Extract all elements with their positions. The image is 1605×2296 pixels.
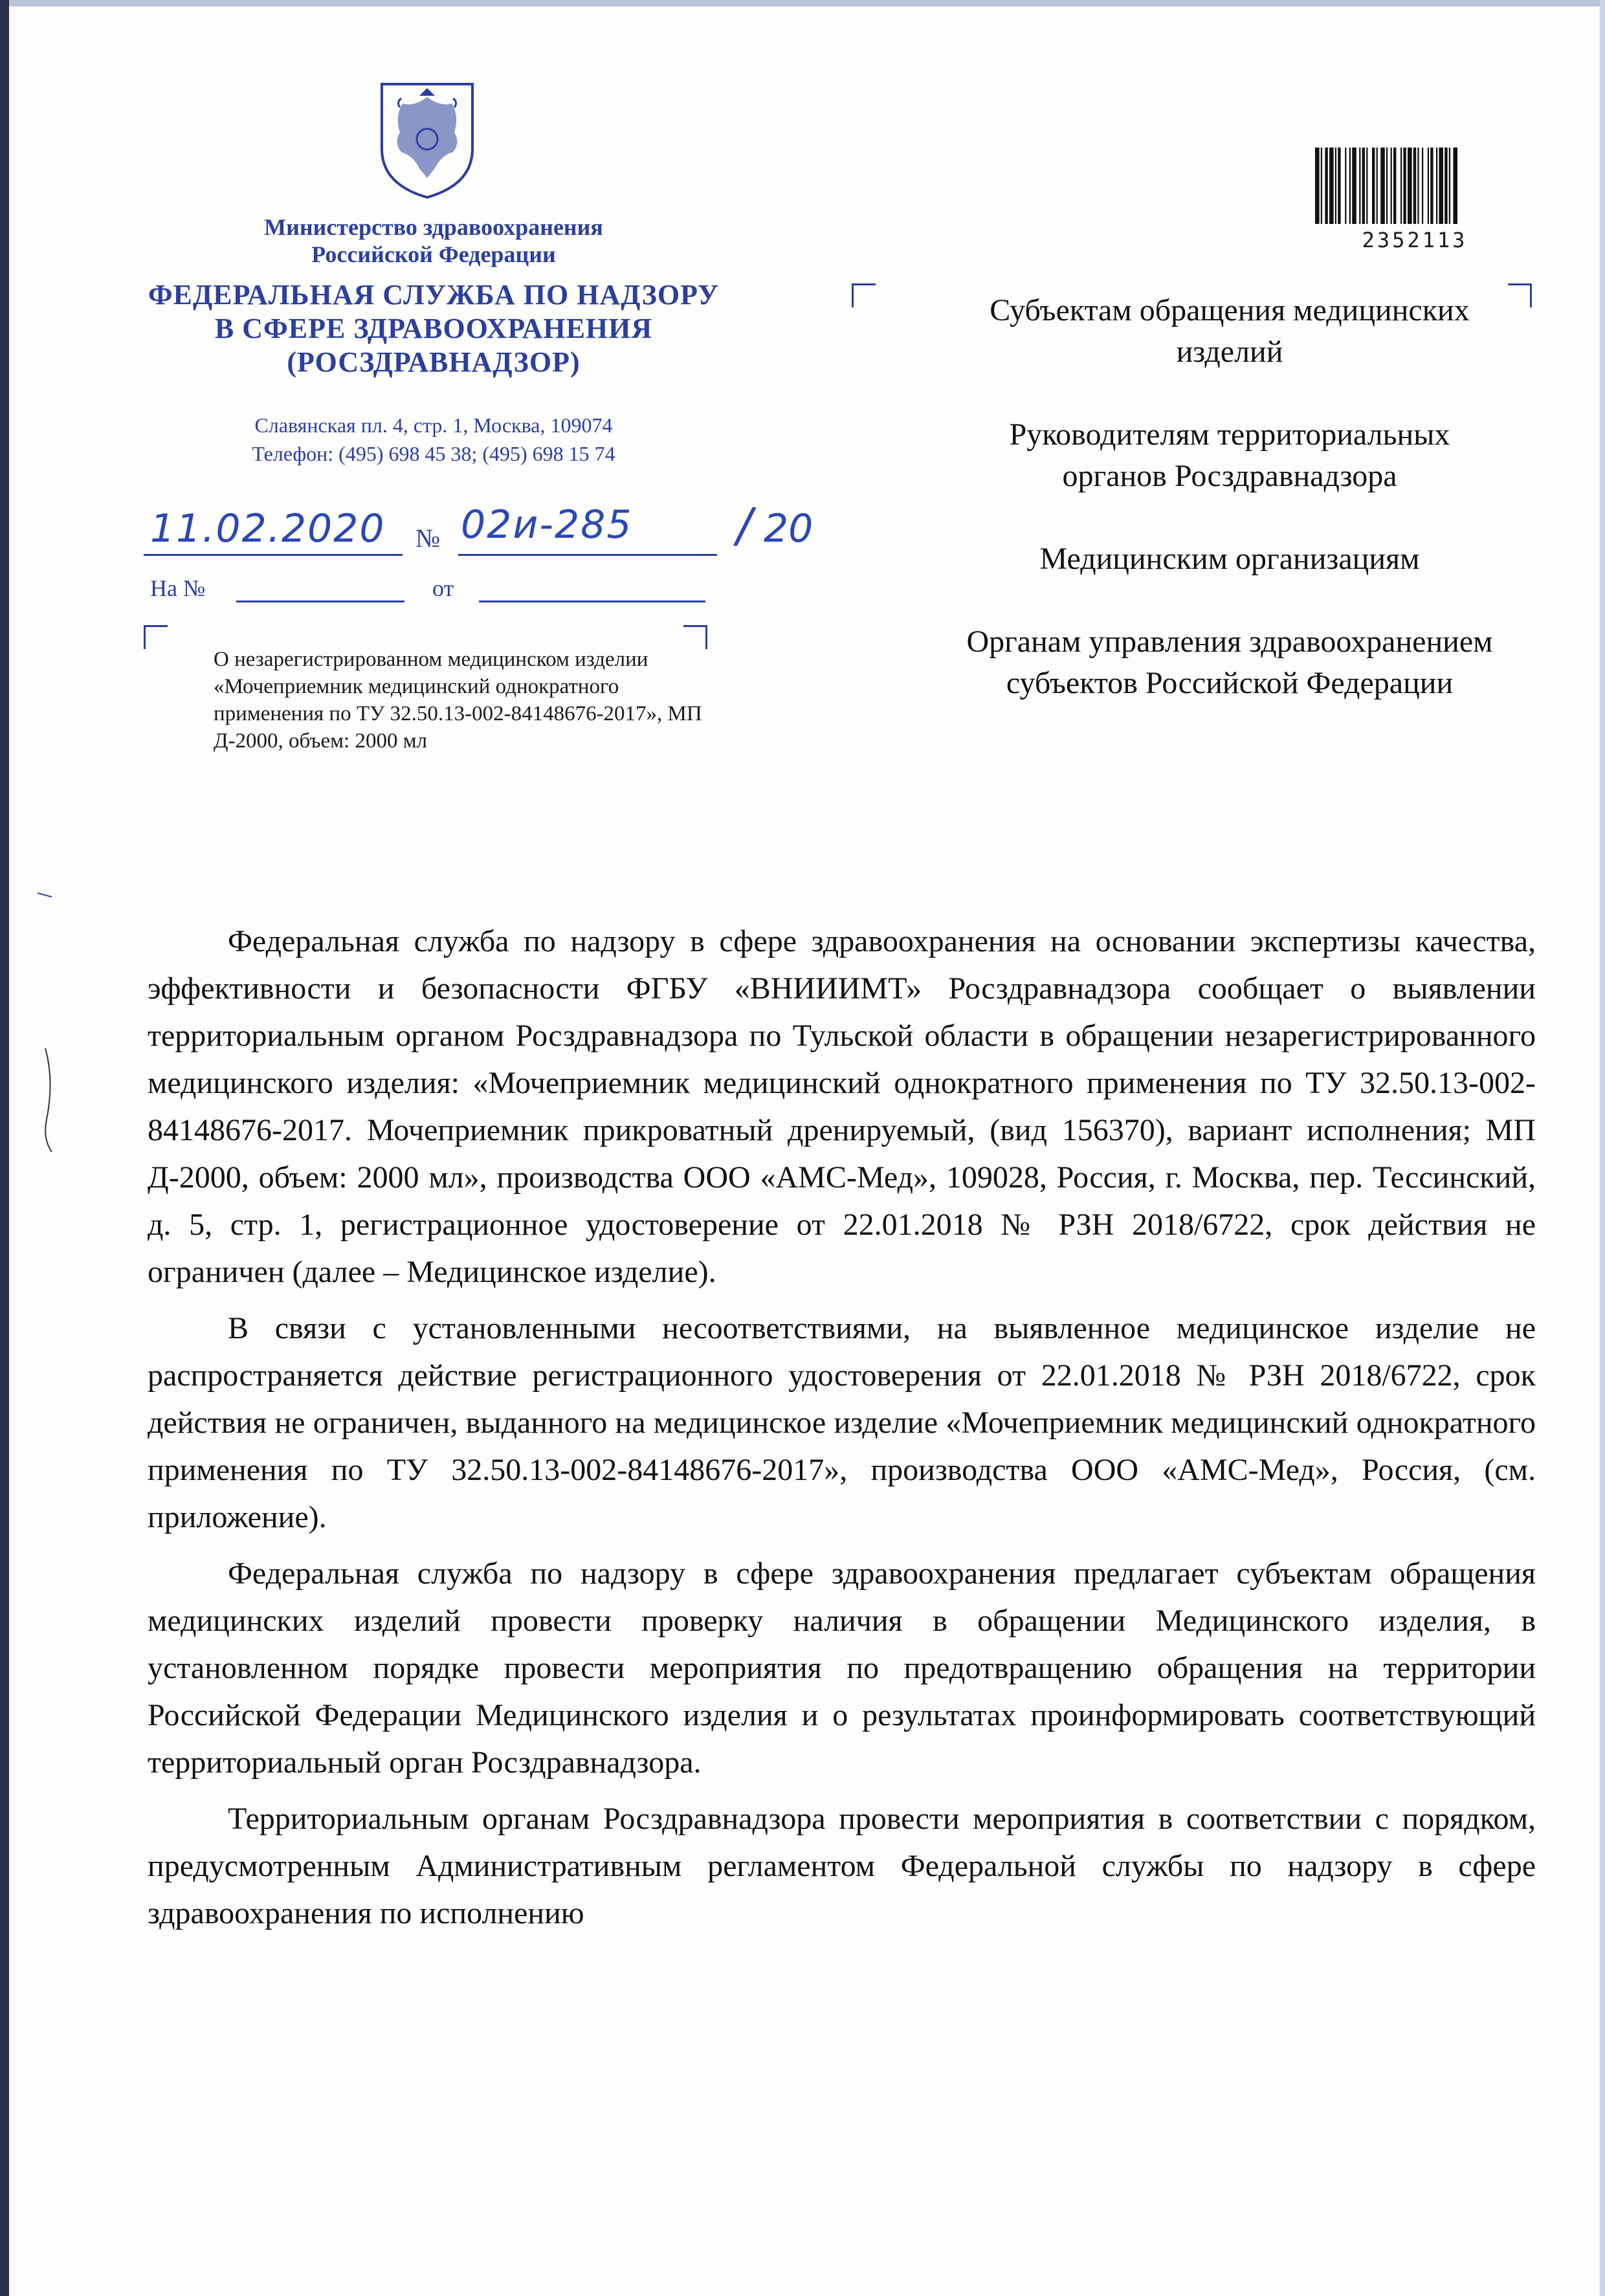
barcode-bar <box>1315 148 1320 224</box>
barcode-bar <box>1391 148 1392 224</box>
barcode-bar <box>1325 148 1327 224</box>
barcode-bar <box>1345 148 1346 224</box>
barcode-bar <box>1444 148 1447 224</box>
barcode-bar <box>1338 148 1340 224</box>
barcode-bar <box>1453 148 1457 224</box>
phone-line: Телефон: (495) 698 45 38; (495) 698 15 74 <box>252 442 615 465</box>
barcode-bar <box>1386 148 1388 224</box>
barcode-bar <box>1372 148 1375 224</box>
barcode-bar <box>1393 148 1396 224</box>
barcode-bar <box>1329 148 1334 224</box>
barcode-bar <box>1380 148 1385 224</box>
addressee-item: Медицинским организациям <box>1039 542 1420 576</box>
barcode-bar <box>1321 148 1322 224</box>
ministry-line: Российской Федерации <box>311 241 556 267</box>
reference-number-blank <box>236 601 404 602</box>
barcode-bar <box>1428 148 1429 224</box>
reference-date-blank <box>479 601 705 602</box>
barcode-bar <box>1362 148 1365 224</box>
service-name <box>129 278 738 379</box>
addressee-item: Руководителям территориальных органов Росздравнадзора <box>1009 417 1450 493</box>
address-line: Славянская пл. 4, стр. 1, Москва, 109074 <box>254 414 613 437</box>
outgoing-number: 02и-285 <box>461 502 633 547</box>
addressee-list <box>958 290 1501 745</box>
barcode-bar <box>1349 148 1351 224</box>
letter-body <box>148 918 1536 1946</box>
address-block <box>155 411 712 468</box>
number-underline <box>458 554 717 556</box>
service-line: (РОСЗДРАВНАДЗОР) <box>287 346 581 378</box>
outgoing-date: 11.02.2020 <box>150 506 386 551</box>
barcode-number: 2352113 <box>1362 228 1468 252</box>
barcode-bar <box>1352 148 1356 224</box>
barcode-bar <box>1417 148 1419 224</box>
outgoing-number-suffix: 20 <box>764 506 814 551</box>
body-paragraph: Федеральная служба по надзору в сфере здравоохранения предлагает субъектам обращения медицинских изделий провести проверку наличия в обращении Медицинского изделия, в установленном порядке провести мероприятия по предотвращению обращения на территории Российской Федерации Медицинского изделия и о результатах проинформировать соответствующий территориальный орган Росздравнадзора. <box>148 1556 1536 1780</box>
number-slash: / <box>736 498 753 553</box>
service-line: ФЕДЕРАЛЬНАЯ СЛУЖБА ПО НАДЗОРУ <box>148 279 720 311</box>
letter-subject: О незарегистрированном медицинском изделии «Мочеприемник медицинский однократного применения по ТУ 32.50.13-002-84148676-2017», МП Д-2000, объем: 2000 мл <box>214 648 702 753</box>
reference-from-label: от <box>432 575 454 601</box>
body-paragraph: В связи с установленными несоответствиями, на выявленное медицинское изделие не распространяется действие регистрационного удостоверения от 22.01.2018 № РЗН 2018/6722, срок действия не ограничен, выданного на медицинское изделие «Мочеприемник медицинский однократного применения по ТУ 32.50.13-002-84148676-2017», производства ООО «АМС-Мед», Россия, (см. приложение). <box>148 1311 1536 1534</box>
subject-bracket-left <box>144 625 168 649</box>
ministry-name <box>168 214 699 268</box>
scan-edge-right <box>1600 0 1605 2296</box>
barcode-bar <box>1449 148 1450 224</box>
barcode-bar <box>1359 148 1360 224</box>
addressee-item: Органам управления здравоохранением субъектов Российской Федерации <box>966 624 1493 700</box>
date-underline <box>144 554 403 556</box>
barcode-bar <box>1439 148 1443 224</box>
margin-pen-mark <box>32 887 84 1158</box>
scan-edge-top <box>0 0 1605 6</box>
barcode-bar <box>1377 148 1378 224</box>
reference-label: На № <box>150 575 206 601</box>
barcode-bar <box>1408 148 1412 224</box>
service-line: В СФЕРЕ ЗДРАВООХРАНЕНИЯ <box>214 313 653 344</box>
addressee-bracket-left <box>852 283 876 307</box>
barcode-bar <box>1366 148 1367 224</box>
ministry-line: Министерство здравоохранения <box>264 214 603 240</box>
barcode-bar <box>1413 148 1416 224</box>
barcode-bar <box>1335 148 1336 224</box>
body-paragraph: Территориальным органам Росздравнадзора провести мероприятия в соответствии с порядком, предусмотренным Административным регламентом Федеральной службы по надзору в сфере здравоохранения по исполнению <box>148 1802 1536 1930</box>
addressee-bracket-right <box>1508 283 1532 307</box>
barcode-bar <box>1403 148 1406 224</box>
scan-edge-left <box>0 0 9 2296</box>
body-paragraph: Федеральная служба по надзору в сфере здравоохранения на основании экспертизы качества, эффективности и безопасности ФГБУ «ВНИИИМТ» Росздравнадзора сообщает о выявлении территориальным органом Росздравнадзора по Тульской области в обращении незарегистрированного медицинского изделия: «Мочеприемник медицинский однократного применения по ТУ 32.50.13-002-84148676-2017. Мочеприемник прикроватный дренируемый, (вид 156370), вариант исполнения; МП Д-2000, объем: 2000 мл», производства ООО «АМС-Мед», 109028, Россия, г. Москва, пер. Тессинский, д. 5, стр. 1, регистрационное удостоверение от 22.01.2018 № РЗН 2018/6722, срок действия не ограничен (далее – Медицинское изделие). <box>148 924 1536 1289</box>
coat-of-arms-icon <box>362 71 492 201</box>
barcode-icon <box>1314 148 1516 224</box>
barcode-bar <box>1400 148 1402 224</box>
number-sign: № <box>415 524 441 553</box>
barcode-bar <box>1422 148 1423 224</box>
barcode-bar <box>1436 148 1437 224</box>
barcode-bar <box>1430 148 1433 224</box>
addressee-item: Субъектам обращения медицинских изделий <box>990 293 1470 369</box>
